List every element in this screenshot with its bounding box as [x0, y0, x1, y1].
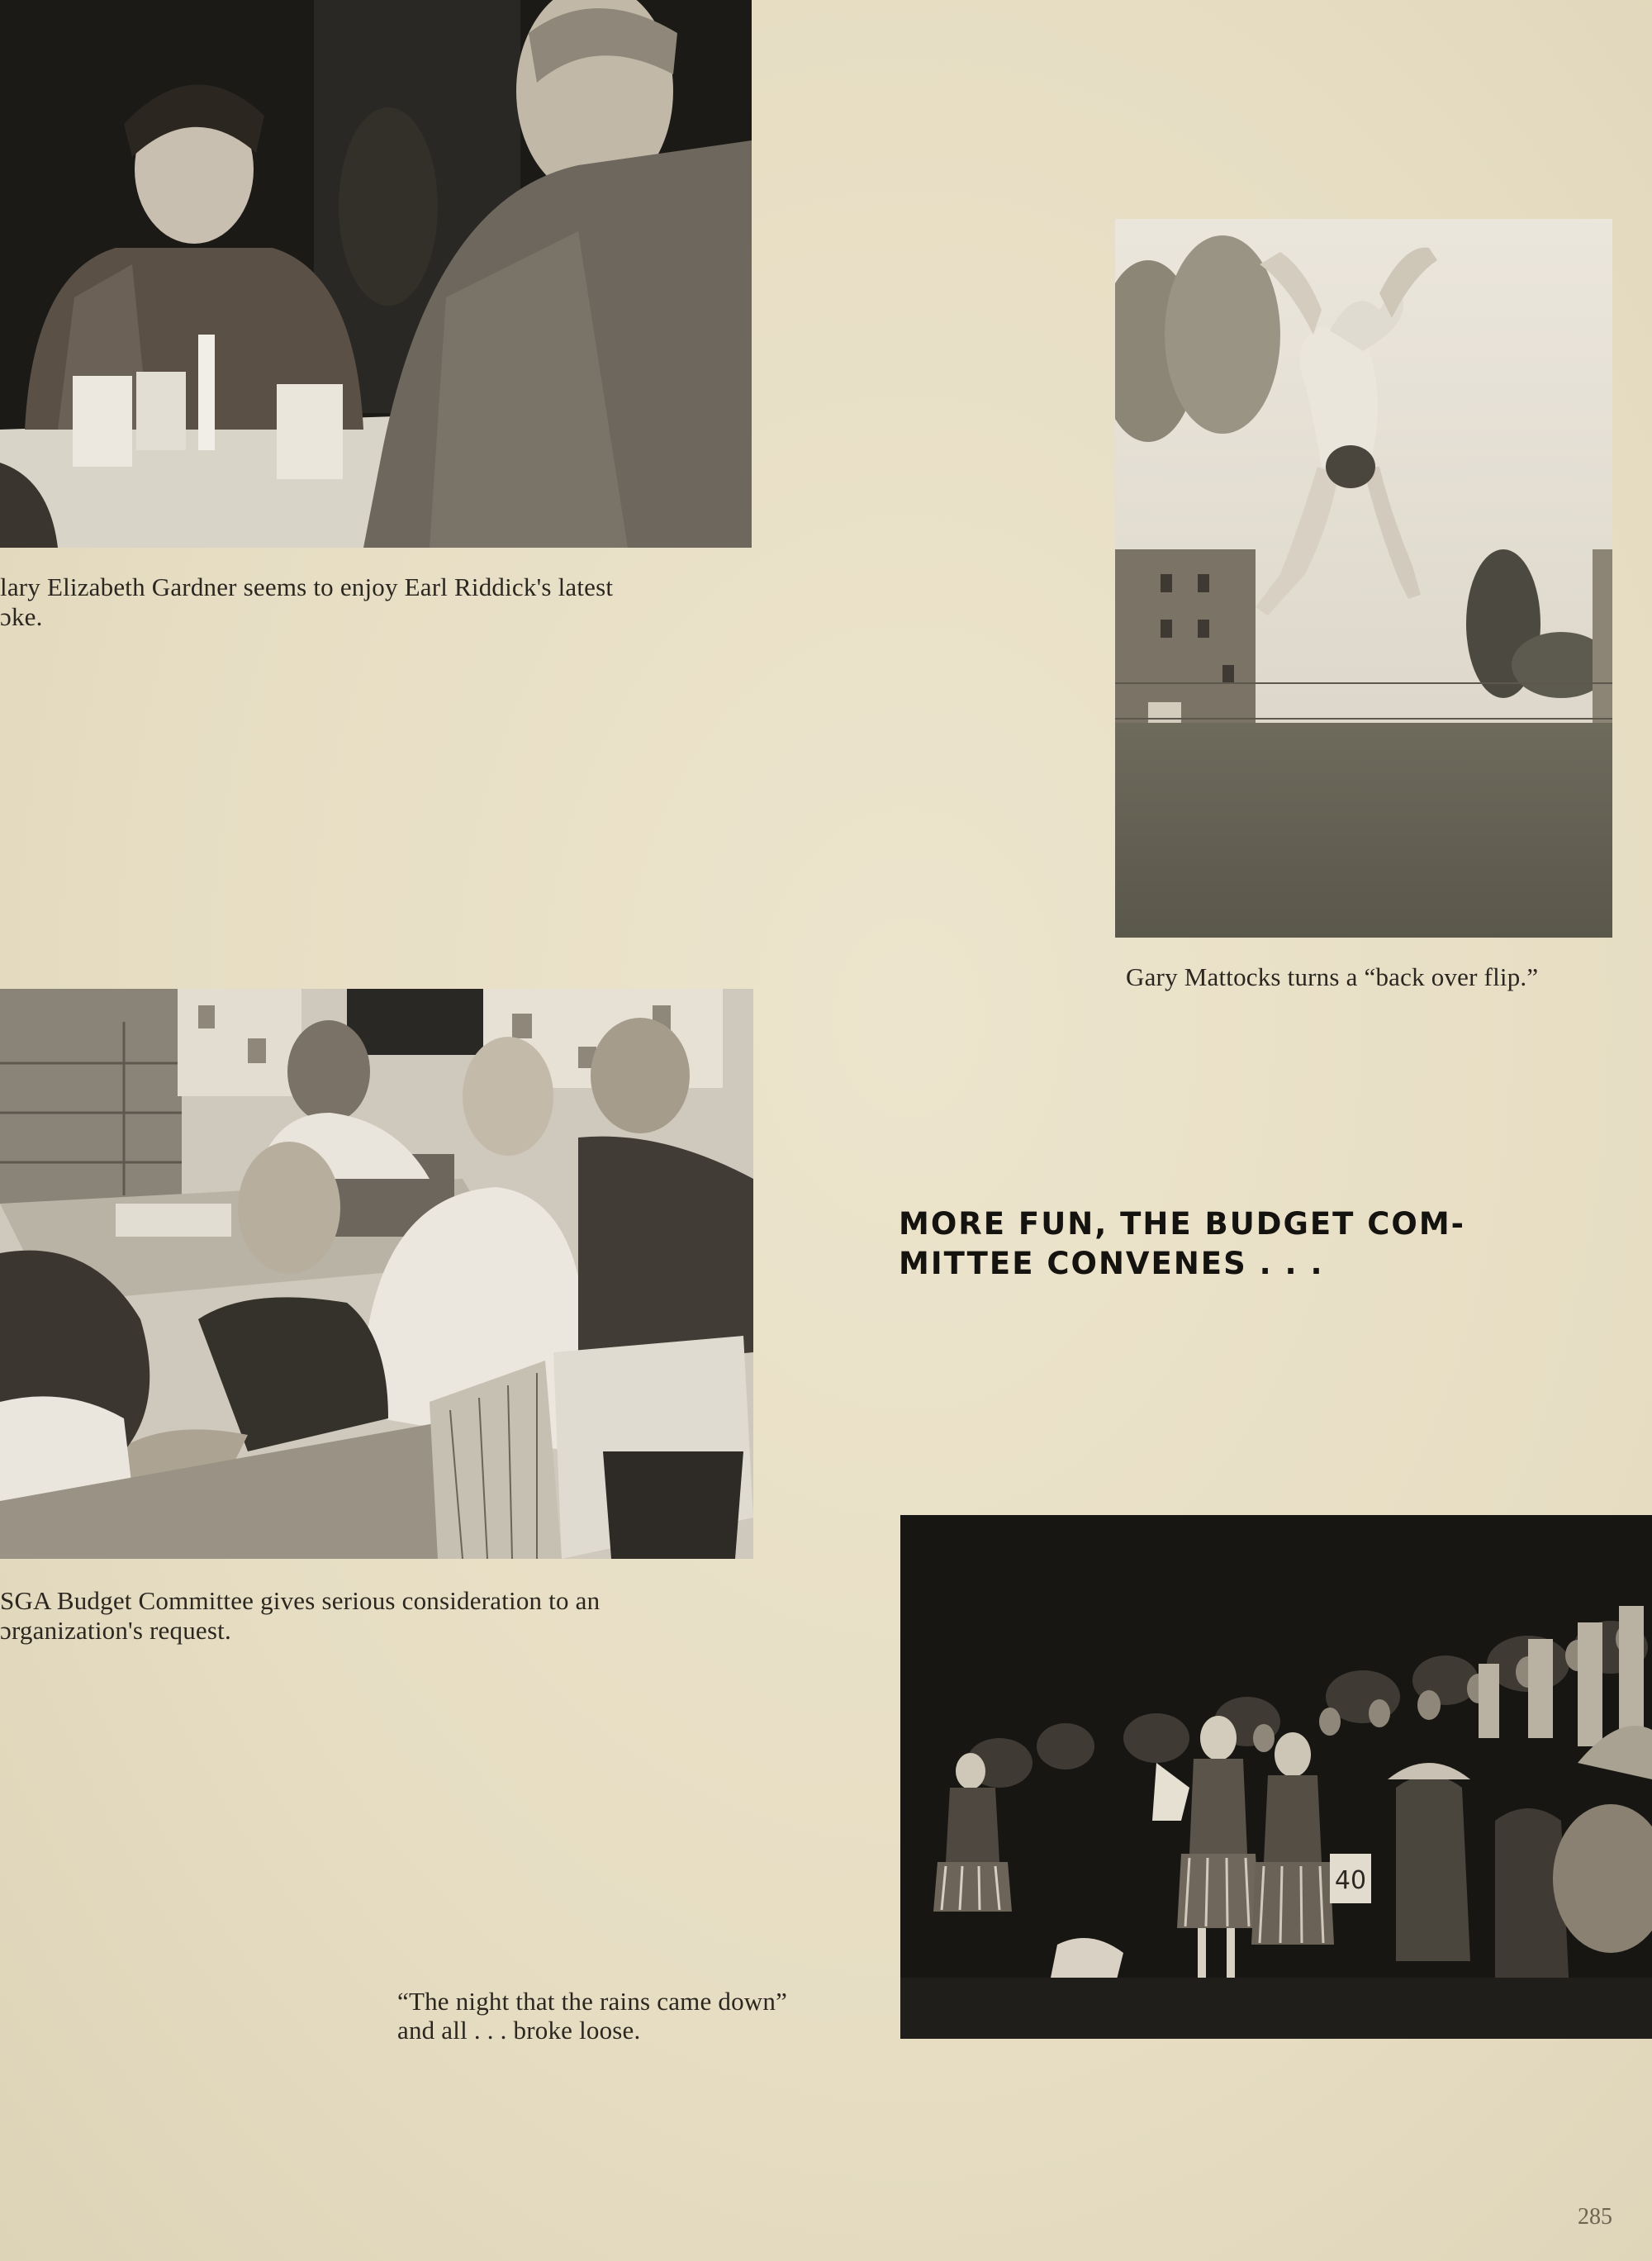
- photo-dinner-conversation: [0, 0, 752, 548]
- caption-back-flip: Gary Mattocks turns a “back over flip.”: [1126, 962, 1539, 991]
- rally-sign-text: 40: [1334, 1866, 1367, 1895]
- photo-back-flip: [1115, 219, 1612, 938]
- page-number: 285: [1578, 2204, 1612, 2230]
- caption-budget-committee: SGA Budget Committee gives serious consideration to an ɔrganization's request.: [0, 1586, 601, 1645]
- photo-rain-rally: [900, 1515, 1652, 2039]
- caption-dinner: lary Elizabeth Gardner seems to enjoy Earl Riddick's latest ɔke.: [0, 572, 614, 631]
- section-headline: MORE FUN, THE BUDGET COM- MITTEE CONVENES . . .: [899, 1206, 1466, 1281]
- photo-budget-committee: [0, 989, 753, 1559]
- caption-rain-rally: “The night that the rains came down” and all . . . broke loose.: [397, 1987, 788, 2045]
